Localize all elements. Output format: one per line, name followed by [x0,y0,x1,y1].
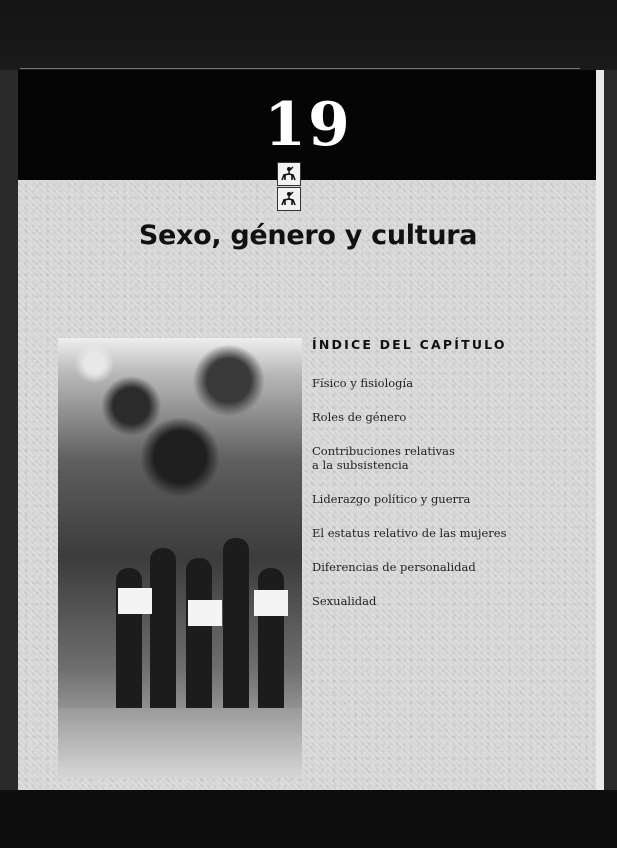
photo-sign [118,588,152,614]
book-page [18,70,598,790]
index-item: Liderazgo político y guerra [312,492,471,506]
index-item: Contribuciones relativas a la subsistencia [312,444,455,472]
photo-sign [188,600,222,626]
scan-rule [20,68,580,69]
chapter-photo [58,338,302,778]
horseman-icon [277,162,301,186]
index-item: Roles de género [312,410,407,424]
chapter-number: 19 [264,90,352,160]
photo-foliage [58,338,302,508]
chapter-header-band [18,70,598,180]
chapter-title: Sexo, género y cultura [138,220,478,251]
chapter-index-heading: ÍNDICE DEL CAPÍTULO [312,337,507,352]
scan-bottom-border [0,790,617,848]
chapter-index-list [312,376,572,628]
photo-sign [254,590,288,616]
photo-person [223,538,249,718]
index-item: El estatus relativo de las mujeres [312,526,507,540]
index-item: Sexualidad [312,594,377,608]
index-item: Diferencias de personalidad [312,560,476,574]
index-item: Físico y fisiología [312,376,414,390]
photo-person [150,548,176,718]
horseman-icon [277,187,301,211]
photo-person [186,558,212,718]
scan-top-border [0,0,617,70]
photo-ground [58,708,302,778]
page-edge [596,70,604,790]
